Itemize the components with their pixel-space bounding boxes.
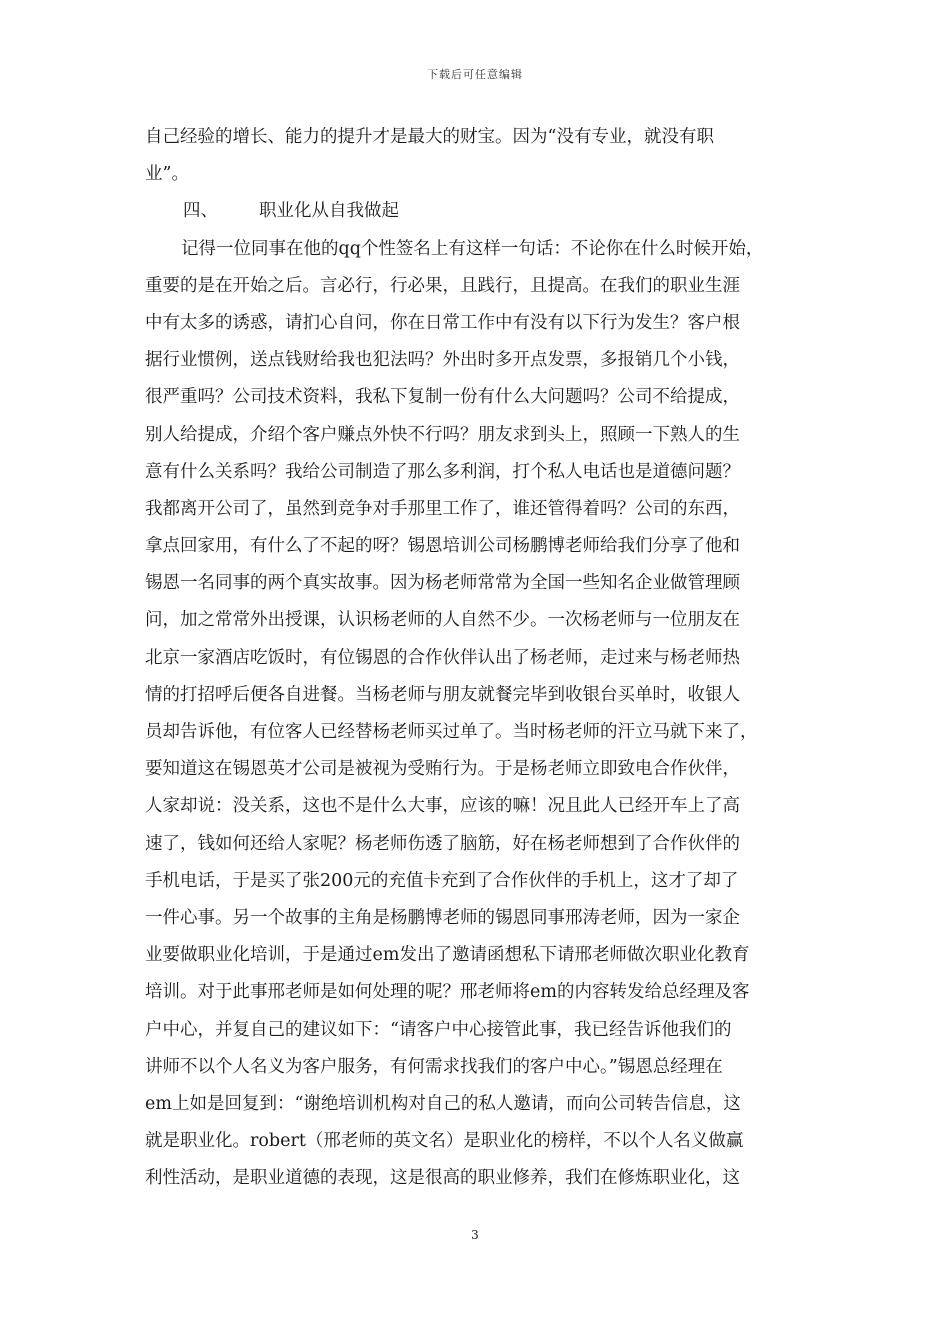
body-line: 人家却说：没关系，这也不是什么大事，应该的嘛！况且此人已经开车上了高 xyxy=(145,796,740,817)
body-line: 速了，钱如何还给人家呢？杨老师伤透了脑筋，好在杨老师想到了合作伙伴的 xyxy=(145,833,740,854)
body-line: 重要的是在开始之后。言必行，行必果，且践行，且提高。在我们的职业生涯 xyxy=(145,275,740,296)
body-line: 业”。 xyxy=(145,164,189,185)
body-line: 自己经验的增长、能力的提升才是最大的财宝。因为“没有专业，就没有职 xyxy=(145,127,714,147)
section-heading xyxy=(145,193,810,230)
body-text xyxy=(145,119,810,1197)
body-line: 业要做职业化培训，于是通过em发出了邀请函想私下请邢老师做次职业化教育 xyxy=(145,945,750,966)
body-line: 拿点回家用，有什么了不起的呀？锡恩培训公司杨鹏博老师给我们分享了他和 xyxy=(145,536,740,557)
body-line: 据行业惯例，送点钱财给我也犯法吗？外出时多开点发票，多报销几个小钱， xyxy=(145,350,740,371)
body-line: 情的打招呼后便各自进餐。当杨老师与朋友就餐完毕到收银台买单时，收银人 xyxy=(145,684,740,705)
page-header: 下载后可任意编辑 xyxy=(427,68,523,81)
body-line: 要知道这在锡恩英才公司是被视为受贿行为。于是杨老师立即致电合作伙伴， xyxy=(145,759,740,780)
body-line: 别人给提成，介绍个客户赚点外快不行吗？朋友求到头上，照顾一下熟人的生 xyxy=(145,424,740,445)
body-line: 中有太多的诱惑，请扪心自问，你在日常工作中有没有以下行为发生？客户根 xyxy=(145,312,740,333)
page-number: 3 xyxy=(471,1228,479,1242)
body-line: 很严重吗？公司技术资料，我私下复制一份有什么大问题吗？公司不给提成， xyxy=(145,387,740,408)
body-line: 意有什么关系吗？我给公司制造了那么多利润，打个私人电话也是道德问题？ xyxy=(145,461,740,482)
section-number: 四、 xyxy=(183,201,218,222)
paragraph-first-line: 记得一位同事在他的qq个性签名上有这样一句话：不论你在什么时候开始， xyxy=(181,238,764,259)
body-line: 讲师不以个人名义为客户服务，有何需求找我们的客户中心。”锡恩总经理在 xyxy=(145,1056,723,1077)
body-line: 我都离开公司了，虽然到竞争对手那里工作了，谁还管得着吗？公司的东西， xyxy=(145,498,740,519)
body-line: 培训。对于此事邢老师是如何处理的呢？邢老师将em的内容转发给总经理及客 xyxy=(145,982,750,1003)
body-line: 手机电话，于是买了张200元的充值卡充到了合作伙伴的手机上，这才了却了 xyxy=(145,870,739,891)
body-line: 就是职业化。robert（邢老师的英文名）是职业化的榜样，不以个人名义做赢 xyxy=(145,1131,744,1152)
body-line: em上如是回复到：“谢绝培训机构对自己的私人邀请，而向公司转告信息，这 xyxy=(145,1093,741,1114)
body-line: 一件心事。另一个故事的主角是杨鹏博老师的锡恩同事邢涛老师，因为一家企 xyxy=(145,907,740,928)
body-line: 利性活动，是职业道德的表现，这是很高的职业修养，我们在修炼职业化，这 xyxy=(145,1168,740,1189)
body-line: 问，加之常常外出授课，认识杨老师的人自然不少。一次杨老师与一位朋友在 xyxy=(145,610,740,631)
body-line: 户中心，并复自己的建议如下：“请客户中心接管此事，我已经告诉他我们的 xyxy=(145,1019,732,1040)
body-line: 锡恩一名同事的两个真实故事。因为杨老师常常为全国一些知名企业做管理顾 xyxy=(145,573,740,594)
body-line: 员却告诉他，有位客人已经替杨老师买过单了。当时杨老师的汗立马就下来了， xyxy=(145,722,758,742)
body-line: 北京一家酒店吃饭时，有位锡恩的合作伙伴认出了杨老师，走过来与杨老师热 xyxy=(145,647,740,668)
section-title: 职业化从自我做起 xyxy=(259,201,399,222)
